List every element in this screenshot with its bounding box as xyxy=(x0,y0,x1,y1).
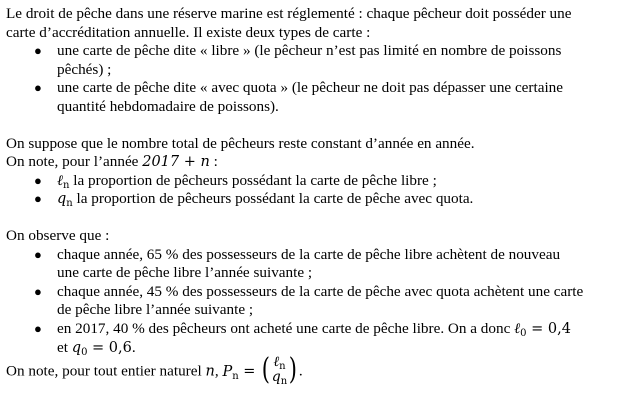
bullet-icon: ● xyxy=(34,80,42,96)
observation-quota-line-1: chaque année, 45 % des possesseurs de la carte de pêche avec quota achètent une carte xyxy=(57,282,584,300)
observation-heading: On observe que : xyxy=(6,226,110,244)
observation-item-2017 xyxy=(6,320,612,357)
bullet-icon: ● xyxy=(34,43,42,59)
observation-libre-line-1: chaque année, 65 % des possesseurs de la carte de pêche libre achètent de nouveau xyxy=(57,245,561,263)
card-type-quota-line-2: quantité hebdomadaire de poissons). xyxy=(57,97,279,115)
final-comma: , xyxy=(214,362,223,380)
year-expression: 2017 + n xyxy=(142,154,210,171)
final-suffix: . xyxy=(298,362,303,380)
card-type-item-quota xyxy=(6,79,612,116)
final-prefix: On note, pour tout entier naturel xyxy=(6,362,206,380)
vector-bottom-entry: $q_n$ xyxy=(271,369,288,388)
p-n-symbol: $P_n$ xyxy=(222,363,239,382)
observation-2017-line-2-prefix: et xyxy=(57,338,72,356)
assumption-line-2-suffix: : xyxy=(209,153,218,171)
assumption-line-2 xyxy=(6,153,612,172)
n-variable: n xyxy=(205,363,215,380)
card-type-item-libre xyxy=(6,42,612,79)
card-type-libre-line-1: une carte de pêche dite « libre » (le pêcheur n’est pas limité en nombre de poissons xyxy=(57,42,562,60)
notation-item-l xyxy=(6,172,612,191)
card-type-quota-line-1: une carte de pêche dite « avec quota » (le pêcheur ne doit pas dépasser une certaine xyxy=(57,79,564,97)
notation-q-text: la proportion de pêcheurs possédant la carte de pêche avec quota. xyxy=(72,190,474,208)
notation-list xyxy=(6,172,612,209)
intro-line-2: carte d’accréditation annuelle. Il existe deux types de carte : xyxy=(6,23,371,41)
observation-libre-line-2: une carte de pêche libre l’année suivante ; xyxy=(57,264,313,282)
observation-2017-line-2-suffix: . xyxy=(131,338,136,356)
q-0-symbol: $q_0$ xyxy=(71,339,88,358)
observation-item-libre xyxy=(6,246,612,283)
bullet-icon: ● xyxy=(34,172,42,188)
l-n-symbol: ℓ$_n$ xyxy=(57,172,70,191)
q-0-value: = 0,6 xyxy=(87,339,132,356)
observation-item-quota xyxy=(6,283,612,320)
left-paren: ( xyxy=(261,352,270,388)
assumption-line-1: On suppose que le nombre total de pêcheurs reste constant d’année en année. xyxy=(6,134,475,152)
observation-list xyxy=(6,246,612,358)
bullet-icon: ● xyxy=(34,191,42,207)
l-0-value: = 0,4 xyxy=(526,320,571,337)
equals-sign: = xyxy=(238,363,261,380)
vector-top-entry: ℓ$_n$ xyxy=(273,354,286,373)
observation-quota-line-2: de pêche libre l’année suivante ; xyxy=(57,301,254,319)
right-paren: ) xyxy=(288,352,298,388)
bullet-icon: ● xyxy=(34,283,42,299)
bullet-icon: ● xyxy=(34,320,42,336)
q-n-symbol: $q_n$ xyxy=(57,191,73,210)
intro-line-1: Le droit de pêche dans une réserve marine est réglementé : chaque pêcheur doit posséder une xyxy=(6,5,572,22)
column-vector xyxy=(260,352,299,388)
card-type-libre-line-2: pêchés) ; xyxy=(57,60,112,78)
observation-2017-text: en 2017, 40 % des pêcheurs ont acheté une carte de pêche libre. On a donc xyxy=(57,319,515,337)
l-0-symbol: ℓ$_0$ xyxy=(514,320,527,339)
card-types-list xyxy=(6,42,612,116)
assumption-line-2-prefix: On note, pour l’année xyxy=(6,153,143,171)
vector-entries xyxy=(271,354,288,388)
bullet-icon: ● xyxy=(34,246,42,262)
final-definition xyxy=(6,352,612,388)
notation-item-q xyxy=(6,190,612,209)
notation-l-text: la proportion de pêcheurs possédant la carte de pêche libre ; xyxy=(69,171,437,189)
